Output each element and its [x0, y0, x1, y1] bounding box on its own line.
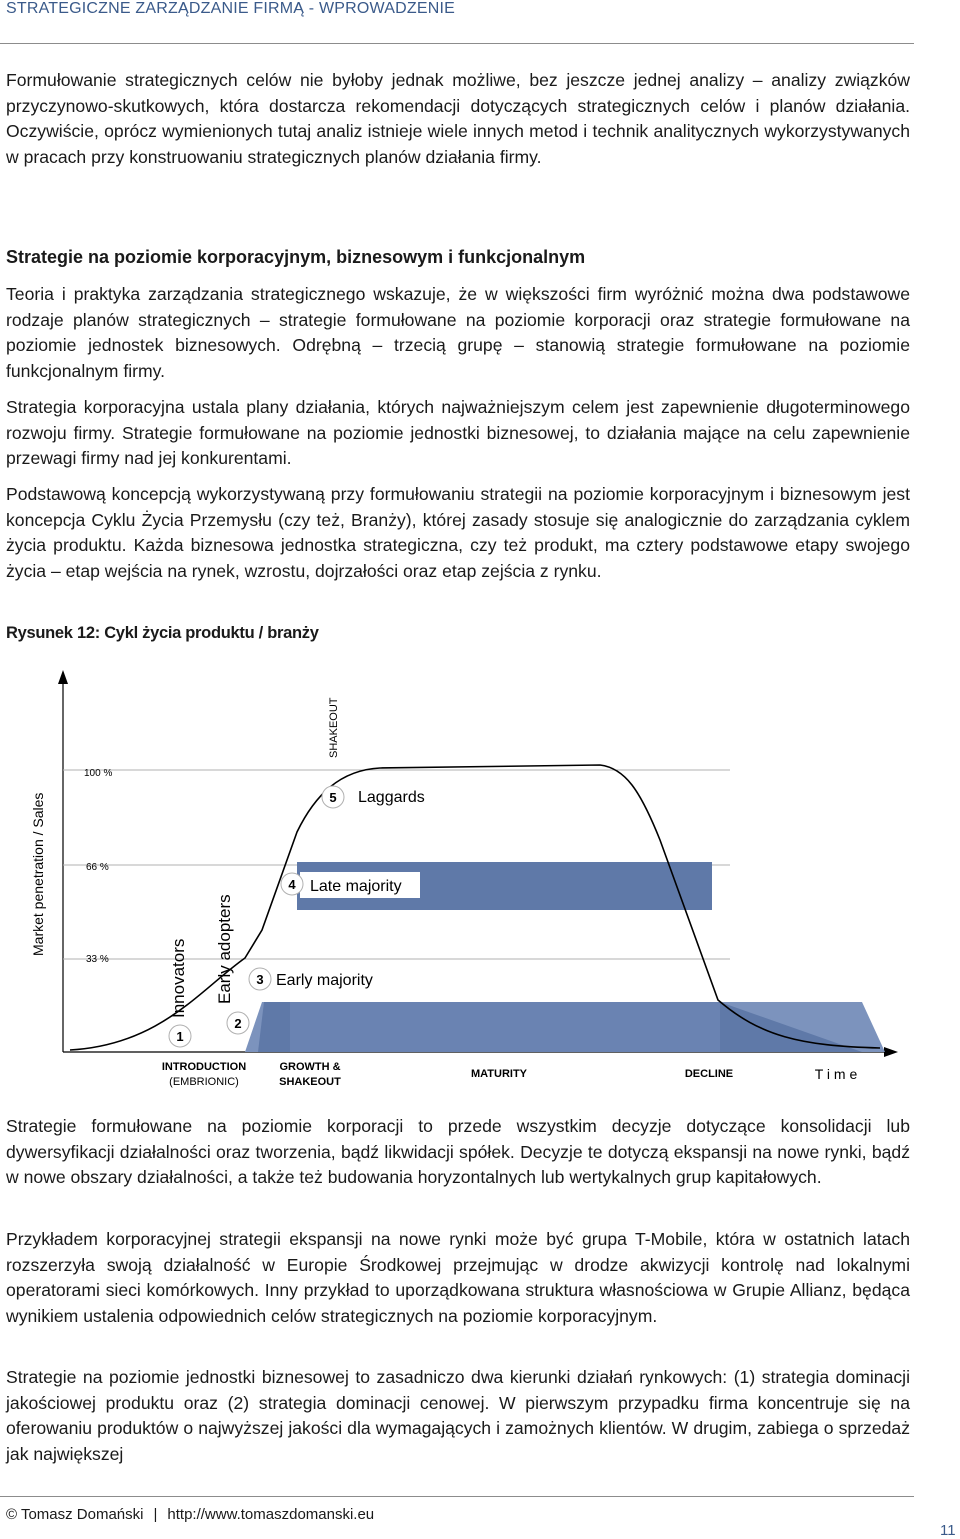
paragraph-corporate: Strategia korporacyjna ustala plany działania, których najważniejszym celem jest zapewnienie długoterminowego rozwoju firmy. Strategie formułowane na poziomie jednostki biznesowej, to działania mające na celu zapewnienie przewagi firmy nad jej konkurentami.	[6, 397, 910, 469]
page-number: 11	[940, 1522, 956, 1539]
figure-caption: Rysunek 12: Cykl życia produktu / branży	[6, 624, 319, 642]
y-axis-arrow	[58, 670, 68, 684]
paragraph-theory: Teoria i praktyka zarządzania strategicznego wskazuje, że w większości firm wyróżnić można dwa podstawowe rodzaje planów strategicznych – strategie formułowane na poziomie korporacji oraz strategie formułowane na poziomie jednostek biznesowych. Odrębną – trzecią grupę – stanowią strategie formułowane na poziomie funkcjonalnym firmy.	[6, 284, 910, 381]
adopter-1-label: Innovators	[169, 938, 188, 1018]
running-header: STRATEGICZNE ZARZĄDZANIE FIRMĄ - WPROWADZENIE	[6, 0, 455, 17]
stage-growth-line2: SHAKEOUT	[279, 1076, 341, 1088]
lifecycle-diagram	[0, 640, 960, 1100]
x-axis-arrow	[884, 1047, 898, 1057]
shakeout-label: SHAKEOUT	[328, 697, 340, 758]
footer-divider	[0, 1496, 914, 1497]
band-early-majority-core	[290, 1002, 720, 1052]
stage-introduction-line2: (EMBRIONIC)	[169, 1076, 239, 1088]
adopter-5-number: 5	[329, 790, 337, 805]
stage-growth-line1: GROWTH &	[279, 1061, 341, 1073]
footer-separator: |	[153, 1506, 158, 1523]
paragraph-intro: Formułowanie strategicznych celów nie byłoby jednak możliwe, bez jeszcze jednej analizy – analizy związków przyczynowo-skutkowych, która dostarcza rekomendacji dotyczących strategicznych celów i planów działania. Oczywiście, oprócz wymienionych tutaj analiz istnieje wiele innych metod i technik analitycznych wykorzystywanych w pracach przy konstruowaniu strategicznych planów działania firmy.	[6, 70, 910, 167]
stage-introduction-line1: INTRODUCTION	[161, 1061, 247, 1073]
stage-maturity: MATURITY	[470, 1068, 528, 1080]
footer	[6, 1506, 374, 1523]
y-axis-label: Market penetration / Sales	[30, 792, 46, 956]
paragraph-concept: Podstawową koncepcją wykorzystywaną przy formułowaniu strategii na poziomie korporacyjnym i biznesowym jest koncepcja Cyklu Życia Przemysłu (czy też, Branży), której zasady stosuje się analogicznie do zarządzania cyklem życia produktu. Każda biznesowa jednostka strategiczna, czy też produkt, ma cztery podstawowe etapy swojego życia – etap wejścia na rynek, wzrostu, dojrzałości oraz etap zejścia z rynku.	[6, 484, 910, 581]
paragraph-tmobile-example: Przykładem korporacyjnej strategii ekspansji na nowe rynki może być grupa T-Mobile, która w ostatnich latach rozszerzyła swoją działalność w Europie Środkowej przejmując w drodze akwizycji kontrolę nad lokalnymi operatorami sieci komórkowych. Inny przykład to uporządkowana struktura własnościowa w Grupie Allianz, będąca wynikiem ustalenia odpowiednich celów strategicznych na poziomie korporacyjnym.	[6, 1229, 910, 1326]
adopter-1-number: 1	[176, 1029, 184, 1044]
adopter-5-label: Laggards	[358, 789, 425, 806]
adopter-4-number: 4	[288, 877, 296, 892]
section-heading: Strategie na poziomie korporacyjnym, biznesowym i funkcjonalnym	[6, 247, 586, 267]
tick-label-100: 100 %	[84, 768, 113, 779]
band-late-majority-right	[575, 898, 712, 910]
tick-label-33: 33 %	[86, 954, 109, 965]
footer-author: © Tomasz Domański	[6, 1506, 144, 1523]
paragraph-business-unit: Strategie na poziomie jednostki biznesowej to zasadniczo dwa kierunki działań rynkowych: (1) strategia dominacji jakościowej produktu oraz (2) strategia dominacji cenowej. W pierwszym przypadku firma koncentruje się na oferowaniu produktów o najwyższej jakości dla wymagających i zamożnych klientów. W drugim, zabiega o sprzedaż jak największej	[6, 1367, 910, 1464]
adopter-4-label: Late majority	[310, 878, 402, 895]
paragraph-corporate-decisions: Strategie formułowane na poziomie korporacji to przede wszystkim decyzje dotyczące konsolidacji lub dywersyfikacji działalności oraz tworzenia, bądź likwidacji spółek. Decyzje te dotyczą ekspansji na nowe rynki, bądź w nowe obszary działalności, a także też budowania horyzontalnych lub wertykalnych grup kapitałowych.	[6, 1116, 910, 1188]
adopter-3-label: Early majority	[276, 972, 373, 989]
header-divider	[0, 43, 914, 44]
adopter-3-number: 3	[256, 972, 264, 987]
adopter-2-label: Early adopters	[215, 894, 234, 1004]
stage-decline: DECLINE	[684, 1068, 734, 1080]
footer-url-link[interactable]: http://www.tomaszdomanski.eu	[167, 1506, 375, 1523]
x-axis-label: T i m e	[814, 1066, 858, 1082]
adopter-2-number: 2	[234, 1016, 242, 1031]
tick-label-66: 66 %	[86, 862, 109, 873]
